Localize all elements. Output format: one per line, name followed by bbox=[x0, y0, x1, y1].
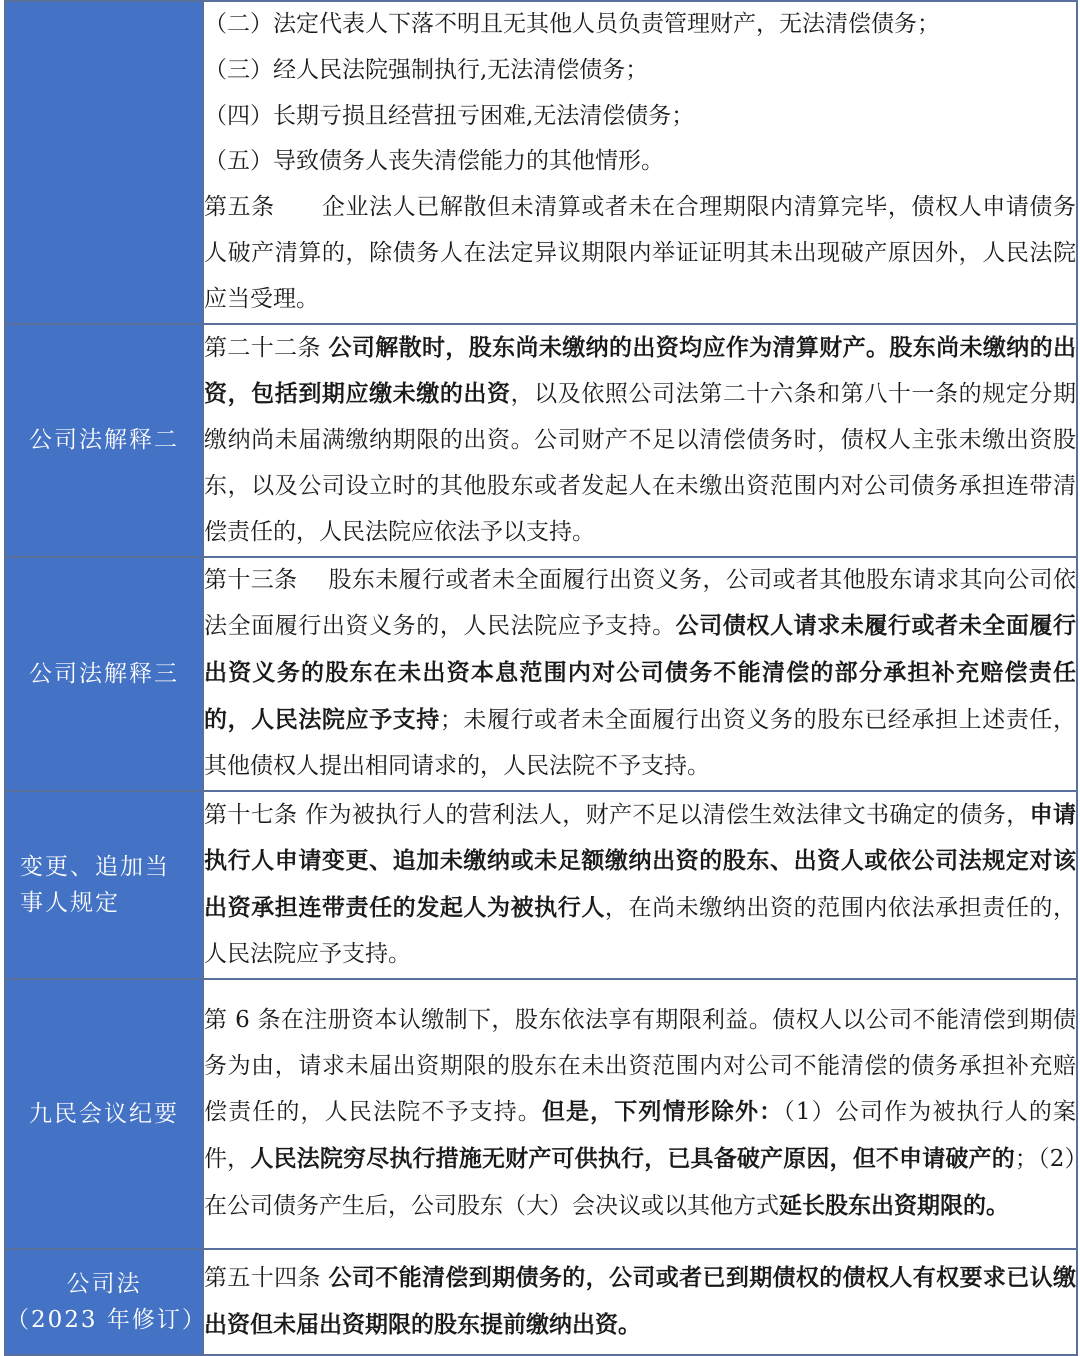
row-content bbox=[203, 324, 1077, 557]
row-label-line: （2023 年修订） bbox=[6, 1306, 207, 1333]
table-row bbox=[5, 1249, 1077, 1355]
bold-text-run: 申请执行人申请变更、追加未缴纳或未足额缴纳出资的股东、出资人或依公司法规定对该出资承担连带责任的发起人为被执行人 bbox=[204, 800, 1077, 922]
text-run: 第二十二条 bbox=[204, 334, 329, 361]
paragraph bbox=[204, 48, 1076, 94]
text-run: （三）经人民法院强制执行,无法清偿债务； bbox=[204, 56, 649, 83]
text-run: ，以及依照公司法第二十六条和第八十一条的规定分期缴纳尚未届满缴纳期限的出资。公司财产不足以清偿债务时，债权人主张未缴出资股东，以及公司设立时的其他股东或者发起人在未缴出资范围内对公司债务承担连带清偿责任的，人民法院应依法予以支持。 bbox=[204, 381, 1077, 545]
paragraph bbox=[204, 2, 1076, 48]
bold-text-run: 延长股东出资期限的。 bbox=[779, 1191, 1009, 1219]
text-run: ，在尚未缴纳出资的范围内依法承担责任的，人民法院应予支持。 bbox=[204, 895, 1077, 967]
paragraph bbox=[204, 558, 1076, 790]
row-content bbox=[203, 791, 1077, 979]
text-run: 第 6 条在注册资本认缴制下，股东依法享有期限利益。债权人以公司不能清偿到期债务为由，请求未届出资期限的股东在未出资范围内对公司不能清偿的债务承担补充赔偿责任的，人民法院不予支持。 bbox=[204, 1006, 1076, 1126]
bold-text-run: 公司解散时，股东尚未缴纳的出资均应作为清算财产。股东尚未缴纳的出资，包括到期应缴未缴的出资 bbox=[204, 333, 1076, 408]
table-row bbox=[5, 1, 1077, 324]
row-label-line: 公司法 bbox=[66, 1270, 142, 1297]
paragraph bbox=[204, 792, 1076, 978]
paragraph bbox=[204, 325, 1076, 556]
row-content bbox=[203, 1249, 1077, 1355]
row-label: 公司法解释二 bbox=[5, 324, 203, 557]
paragraph bbox=[204, 998, 1076, 1230]
paragraph bbox=[204, 1255, 1076, 1349]
row-label bbox=[5, 1, 203, 324]
law-comparison-table bbox=[4, 0, 1078, 1356]
bold-text-run: 人民法院穷尽执行措施无财产可供执行，已具备破产原因，但不申请破产的 bbox=[250, 1145, 1015, 1173]
row-content bbox=[203, 979, 1077, 1249]
text-run: （1）公司作为被执行人的案件， bbox=[204, 1099, 1077, 1173]
text-run: 第十三条 股东未履行或者未全面履行出资义务，公司或者其他股东请求其向公司依法全面履行出资义务的，人民法院应予支持。 bbox=[204, 566, 1076, 640]
bold-text-run: 公司不能清偿到期债务的，公司或者已到期债权的债权人有权要求已认缴出资但未届出资期限的股东提前缴纳出资。 bbox=[204, 1263, 1076, 1338]
table-row bbox=[5, 557, 1077, 791]
text-run: ；未履行或者未全面履行出资义务的股东已经承担上述责任，其他债权人提出相同请求的，人民法院不予支持。 bbox=[204, 706, 1077, 779]
row-label: 变更、追加当事人规定 bbox=[5, 791, 203, 979]
text-run: 第五十四条 bbox=[204, 1264, 329, 1291]
table-row bbox=[5, 979, 1077, 1249]
table-row bbox=[5, 791, 1077, 979]
bold-text-run: 公司债权人请求未履行或者未全面履行出资义务的股东在未出资本息范围内对公司债务不能清偿的部分承担补充赔偿责任的，人民法院应予支持 bbox=[204, 612, 1077, 733]
row-content bbox=[203, 557, 1077, 791]
text-run: （四）长期亏损且经营扭亏困难,无法清偿债务； bbox=[204, 102, 695, 129]
text-run: ；（2）在公司债务产生后，公司股东（大）会决议或以其他方式 bbox=[204, 1146, 1077, 1219]
text-run: （二）法定代表人下落不明且无其他人员负责管理财产，无法清偿债务； bbox=[204, 11, 940, 37]
bold-text-run: 但是，下列情形除外： bbox=[541, 1098, 784, 1126]
row-label: 公司法解释三 bbox=[5, 557, 203, 791]
row-content bbox=[203, 1, 1077, 324]
paragraph bbox=[204, 94, 1076, 140]
paragraph bbox=[204, 139, 1076, 185]
text-run: （五）导致债务人丧失清偿能力的其他情形。 bbox=[204, 148, 664, 175]
text-run: 第十七条 作为被执行人的营利法人，财产不足以清偿生效法律文书确定的债务， bbox=[204, 801, 1030, 828]
paragraph bbox=[204, 185, 1076, 322]
text-run: 第五条 企业法人已解散但未清算或者未在合理期限内清算完毕，债权人申请债务人破产清算的，除债务人在法定异议期限内举证证明其未出现破产原因外，人民法院应当受理。 bbox=[204, 194, 1076, 312]
table-row bbox=[5, 324, 1077, 557]
row-label bbox=[5, 1249, 207, 1355]
row-label: 九民会议纪要 bbox=[5, 979, 203, 1249]
